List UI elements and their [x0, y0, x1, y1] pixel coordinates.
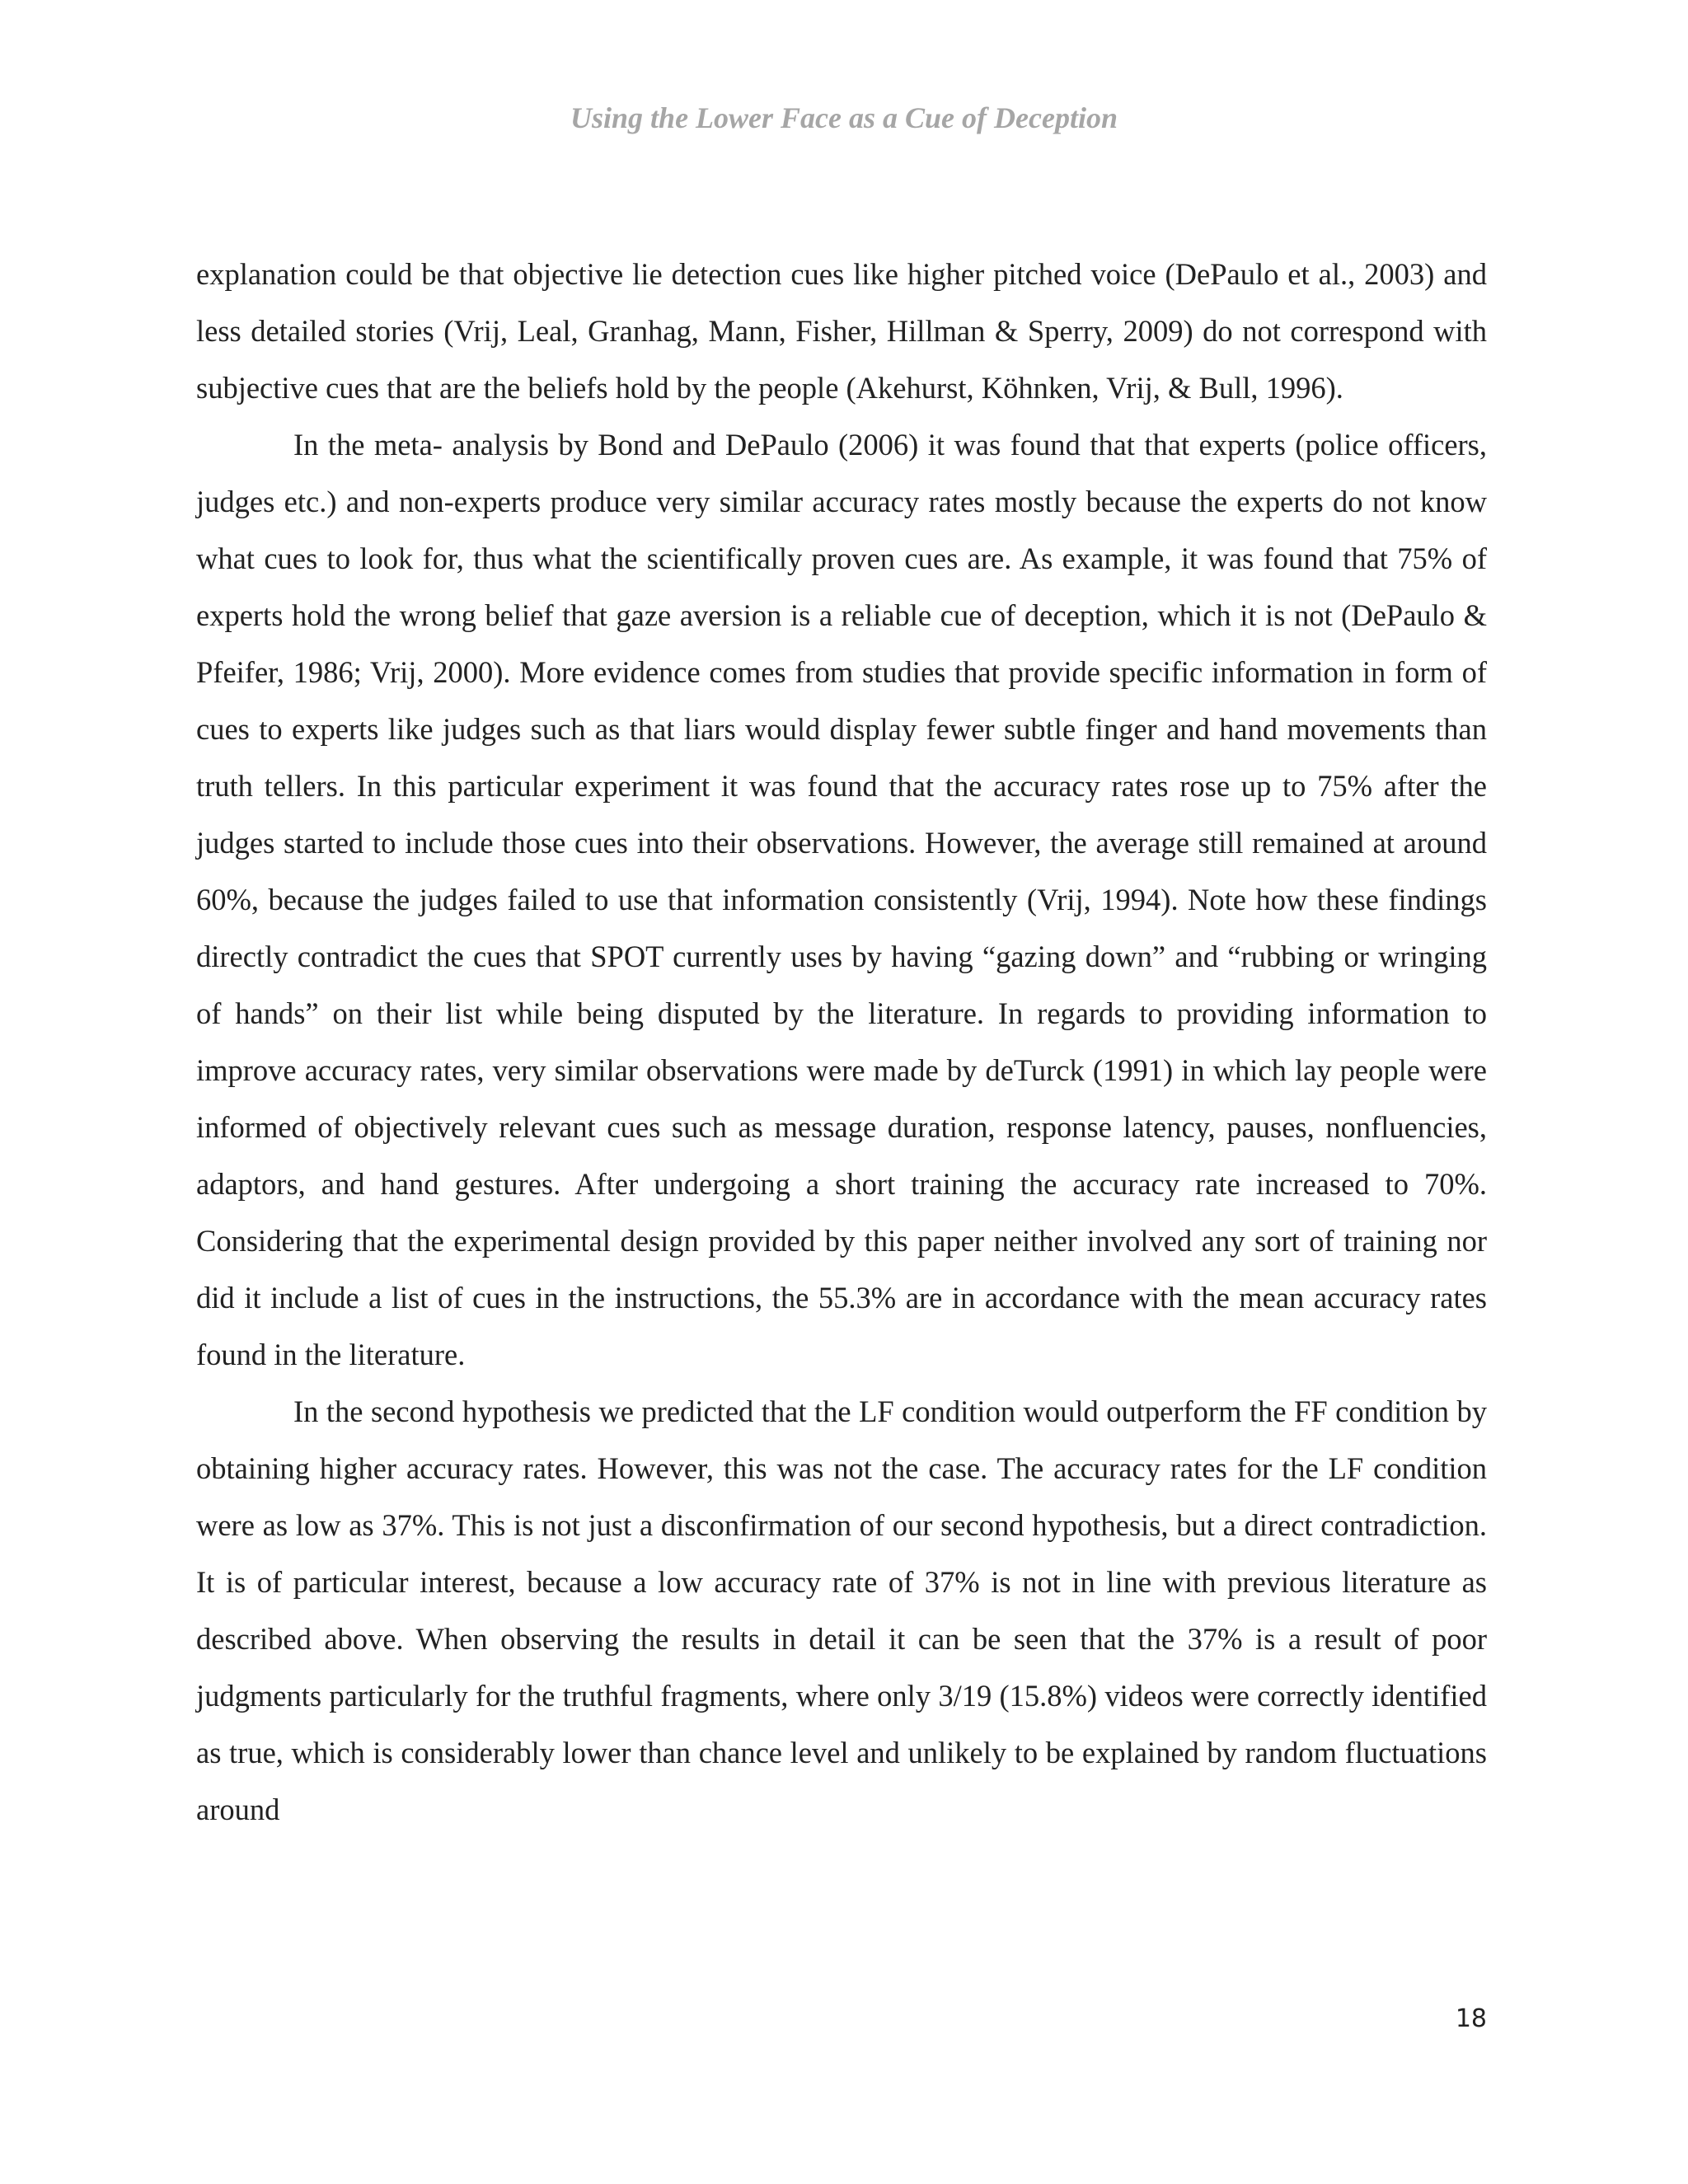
- body-text: [196, 246, 1487, 1838]
- paragraph-second-hypothesis: In the second hypothesis we predicted that the LF condition would outperform the FF condition by obtaining higher accuracy rates. However, this was not the case. The accuracy rates for the LF condition were as low as 37%. This is not just a disconfirmation of our second hypothesis, but a direct contradiction. It is of particular interest, because a low accuracy rate of 37% is not in line with previous literature as described above. When observing the results in detail it can be seen that the 37% is a result of poor judgments particularly for the truthful fragments, where only 3/19 (15.8%) videos were correctly identified as true, which is considerably lower than chance level and unlikely to be explained by random fluctuations around: [196, 1394, 1487, 1826]
- paragraph-meta-analysis: In the meta- analysis by Bond and DePaulo (2006) it was found that that experts (police officers, judges etc.) and non-experts produce very similar accuracy rates mostly because the experts do not know what cues to look for, thus what the scientifically proven cues are. As example, it was found that 75% of experts hold the wrong belief that gaze aversion is a reliable cue of deception, which it is not (DePaulo & Pfeifer, 1986; Vrij, 2000). More evidence comes from studies that provide specific information in form of cues to experts like judges such as that liars would display fewer subtle finger and hand movements than truth tellers. In this particular experiment it was found that the accuracy rates rose up to 75% after the judges started to include those cues into their observations. However, the average still remained at around 60%, because the judges failed to use that information consistently (Vrij, 1994). Note how these findings directly contradict the cues that SPOT currently uses by having “gazing down” and “rubbing or wringing of hands” on their list while being disputed by the literature. In regards to providing information to improve accuracy rates, very similar observations were made by deTurck (1991) in which lay people were informed of objectively relevant cues such as message duration, response latency, pauses, nonfluencies, adaptors, and hand gestures. After undergoing a short training the accuracy rate increased to 70%. Considering that the experimental design provided by this paper neither involved any sort of training nor did it include a list of cues in the instructions, the 55.3% are in accordance with the mean accuracy rates found in the literature.: [196, 428, 1487, 1371]
- page-number: 18: [1455, 2004, 1487, 2033]
- running-header-title: Using the Lower Face as a Cue of Deception: [570, 101, 1118, 134]
- paragraph-continued: explanation could be that objective lie detection cues like higher pitched voice (DePaulo et al., 2003) and less detailed stories (Vrij, Leal, Granhag, Mann, Fisher, Hillman & Sperry, 2009) do not correspond with subjective cues that are the beliefs hold by the people (Akehurst, Köhnken, Vrij, & Bull, 1996).: [196, 257, 1487, 405]
